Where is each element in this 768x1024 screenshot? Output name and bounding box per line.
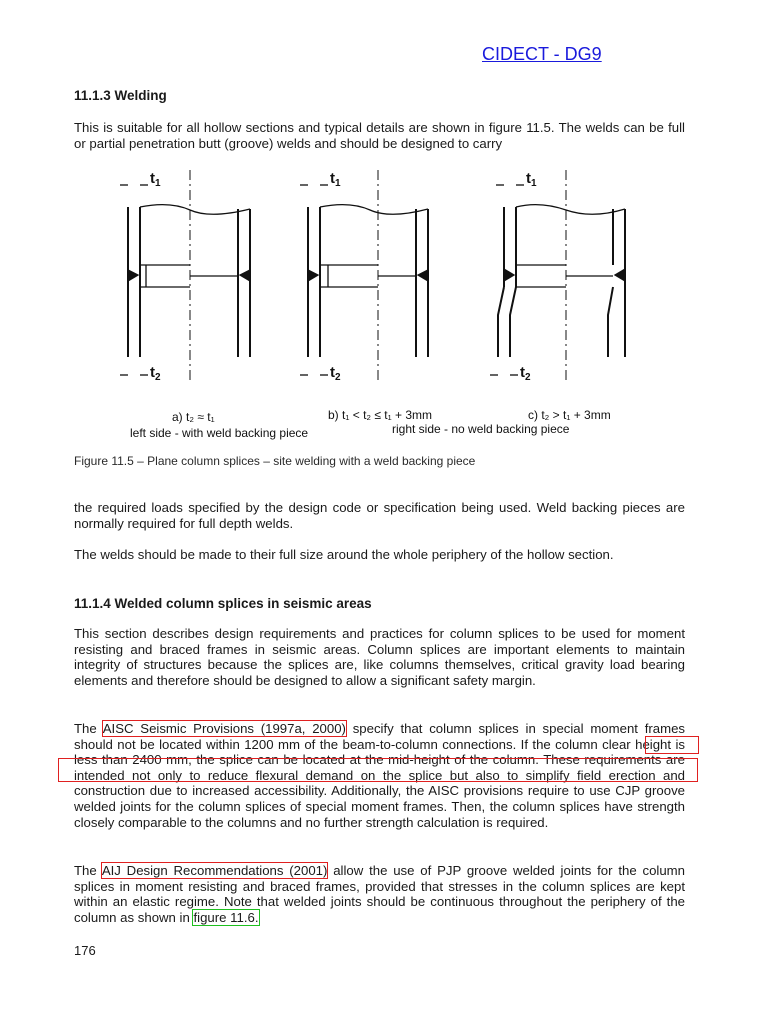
figure-caption: Figure 11.5 – Plane column splices – site welding with a weld backing piece — [74, 454, 476, 468]
label-t2-c: $t_2$ — [520, 364, 531, 383]
paragraph-seismic-intro: This section describes design requirements and practices for column splices to be used for moment resisting and braced frames in seismic areas. Column splices are important elements to maintain integrity of structures because the splices are, like columns themselves, critical gravity load bearing elements and therefore should be designed to allow a significant safety margin. — [74, 626, 685, 688]
splice-detail-b — [300, 170, 428, 380]
label-t1-c: $t_1$ — [526, 170, 537, 189]
paragraph-welding-intro: This is suitable for all hollow sections and typical details are shown in figure 11.5. The welds can be full or partial penetration butt (groove) welds and should be designed to carry — [74, 120, 685, 151]
label-t2-b: $t_2$ — [330, 364, 341, 383]
splice-detail-a — [120, 170, 250, 380]
label-case-c: c) t₂ > t₁ + 3mm — [528, 408, 611, 422]
label-right-side: right side - no weld backing piece — [392, 422, 570, 436]
section-heading-welding: 11.1.3 Welding — [74, 88, 167, 103]
paragraph-weld-size: The welds should be made to their full size around the whole periphery of the hollow section. — [74, 547, 614, 562]
label-t2-a: $t_2$ — [150, 364, 161, 383]
page-number: 176 — [74, 943, 96, 958]
column-splice-figure — [110, 165, 640, 445]
reference-aisc-seismic[interactable]: AISC Seismic Provisions (1997a, 2000) — [102, 721, 346, 736]
label-left-side: left side - with weld backing piece — [130, 426, 309, 440]
label-t1-b: $t_1$ — [330, 170, 341, 189]
label-t1-a: $t_1$ — [150, 170, 161, 189]
figure-reference-link[interactable]: figure 11.6. — [193, 909, 259, 925]
paragraph-aisc-provisions: The AISC Seismic Provisions (1997a, 2000) specify that column splices in special moment frames should not be located within 1200 mm of the beam-to-column connections. If the column clear height is less than 2400 mm, the splice can be located at the mid-height of the column. These requirements are intended not only to reduce flexural demand on the splice but also to simplify field erection and construction due to increased accessibility. Additionally, the AISC provisions require to use CJP groove welded joints for the column splices of special moment frames. Then, the column splices have strength closely comparable to the columns and no further strength calculation is required. — [74, 721, 685, 830]
splice-detail-c — [490, 170, 625, 380]
header-document-link[interactable]: CIDECT - DG9 — [482, 44, 602, 64]
label-case-b: b) t₁ < t₂ ≤ t₁ + 3mm — [328, 408, 433, 422]
section-heading-seismic: 11.1.4 Welded column splices in seismic areas — [74, 596, 372, 611]
reference-aij-design[interactable]: AIJ Design Recommendations (2001) — [101, 863, 328, 878]
label-case-a: a) t₂ ≈ t₁ — [172, 410, 215, 424]
paragraph-aij-recommendations: The AIJ Design Recommendations (2001) allow the use of PJP groove welded joints for the column splices in moment resisting and braced frames, provided that stresses in the column splices are kept within an elastic regime. Note that welded joints should be continuous throughout the periphery of the column as shown in figure 11.6. — [74, 863, 685, 925]
paragraph-weld-loads: the required loads specified by the design code or specification being used. Weld backing pieces are normally required for full depth welds. — [74, 500, 685, 531]
